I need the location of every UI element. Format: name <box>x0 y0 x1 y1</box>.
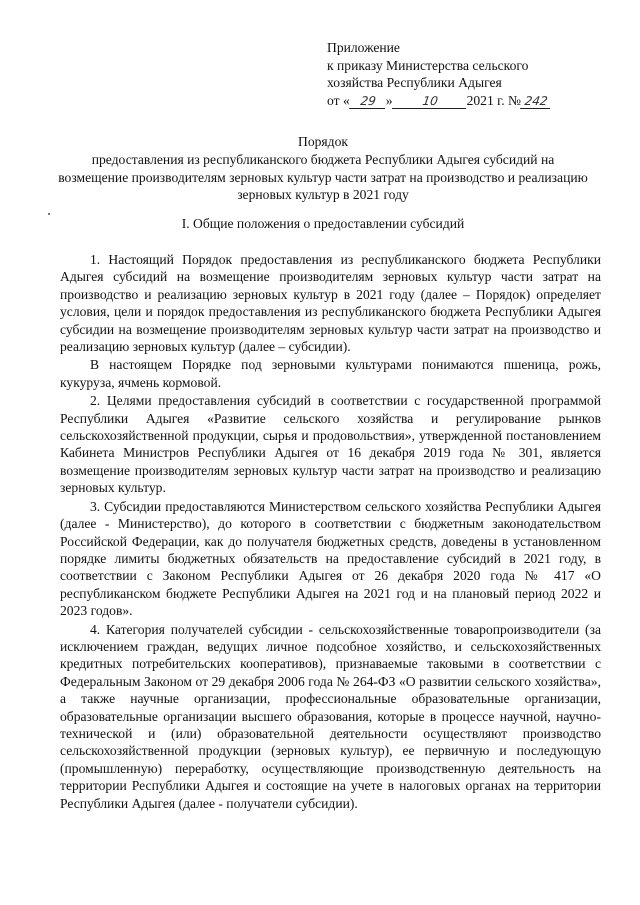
annex-ministry: хозяйства Республики Адыгея <box>327 75 502 90</box>
date-prefix: от « <box>327 92 350 108</box>
date-year: 2021 г. № <box>466 92 521 108</box>
annex-order-ref: к приказу Министерства сельского <box>327 57 529 73</box>
handwritten-day: 29 <box>349 95 387 109</box>
paragraph-3: 3. Субсидии предоставляются Министерством сельского хозяйства Республики Адыгея (далее - Министерство), до которого в соответствии с бюджетным законодательством Российской Федерации, как до получателя бюджетных средств, доведены в установленном порядке лимиты бюджетных обязательств на предоставление субсидий в 2021 году, в соответствии с Законом Республики Адыгея от 26 декабря 2020 года № 417 «О республиканском бюджете Республики Адыгея на 2021 год и на плановый период 2022 и 2023 годов». <box>60 498 601 619</box>
document-subtitle: предоставления из республиканского бюджета Республики Адыгея субсидий на возмещение производителям зерновых культур части затрат на производство и реализацию зерновых культур в 2021 году <box>58 152 588 202</box>
paragraph-grain-definition: В настоящем Порядке под зерновыми культурами понимаются пшеница, рожь, кукуруза, ячмень кормовой. <box>60 357 601 390</box>
annex-block <box>327 39 627 109</box>
paragraph-2: 2. Целями предоставления субсидий в соответствии с государственной программой Республики Адыгея «Развитие сельского хозяйства и регулирование рынков сельскохозяйственной продукции, сырья и продовольствия», утвержденной постановлением Кабинета Министров Республики Адыгея от 16 декабря 2019 года № 301, является возмещение производителям зерновых культур части затрат на производство и реализацию зерновых культур. <box>60 393 601 496</box>
document-body <box>60 251 601 812</box>
scan-speck <box>48 213 50 215</box>
date-quote: » <box>385 92 393 108</box>
document-heading: Порядок <box>298 134 348 149</box>
paragraph-4: 4. Категория получателей субсидии - сельскохозяйственные товаропроизводители (за исключением граждан, ведущих личное подсобное хозяйство, и сельскохозяйственных кредитных потребительских кооперативов), признаваемые таковыми в соответствии с Федеральным Законом от 29 декабря 2006 года № 264-ФЗ «О развитии сельского хозяйства», а также научные организации, профессиональные образовательные организации, образовательные организации высшего образования, которые в процессе научной, научно-технической и (или) образовательной деятельности осуществляют производство сельскохозяйственной продукции (зерновых культур), ее первичную и последующую (промышленную) переработку, осуществляющие производственную деятельность на территории Республики Адыгея и состоящие на учете в налоговых органах на территории Республики Адыгея (далее - получатели субсидии). <box>60 621 601 811</box>
annex-title: Приложение <box>327 40 400 55</box>
handwritten-order-number: 242 <box>520 95 552 109</box>
annex-date-line <box>327 92 627 110</box>
section-heading: I. Общие положения о предоставлении субсидий <box>181 216 465 231</box>
handwritten-month: 10 <box>392 95 468 109</box>
paragraph-1: 1. Настоящий Порядок предоставления из республиканского бюджета Республики Адыгея субсидий на возмещение производителям зерновых культур части затрат на производство и реализацию зерновых культур в 2021 году (далее – Порядок) определяет условия, цели и порядок предоставления из республиканского бюджета Республики Адыгея субсидии на возмещение производителям зерновых культур части затрат на производство и реализацию зерновых культур (далее – субсидии). <box>60 252 601 355</box>
